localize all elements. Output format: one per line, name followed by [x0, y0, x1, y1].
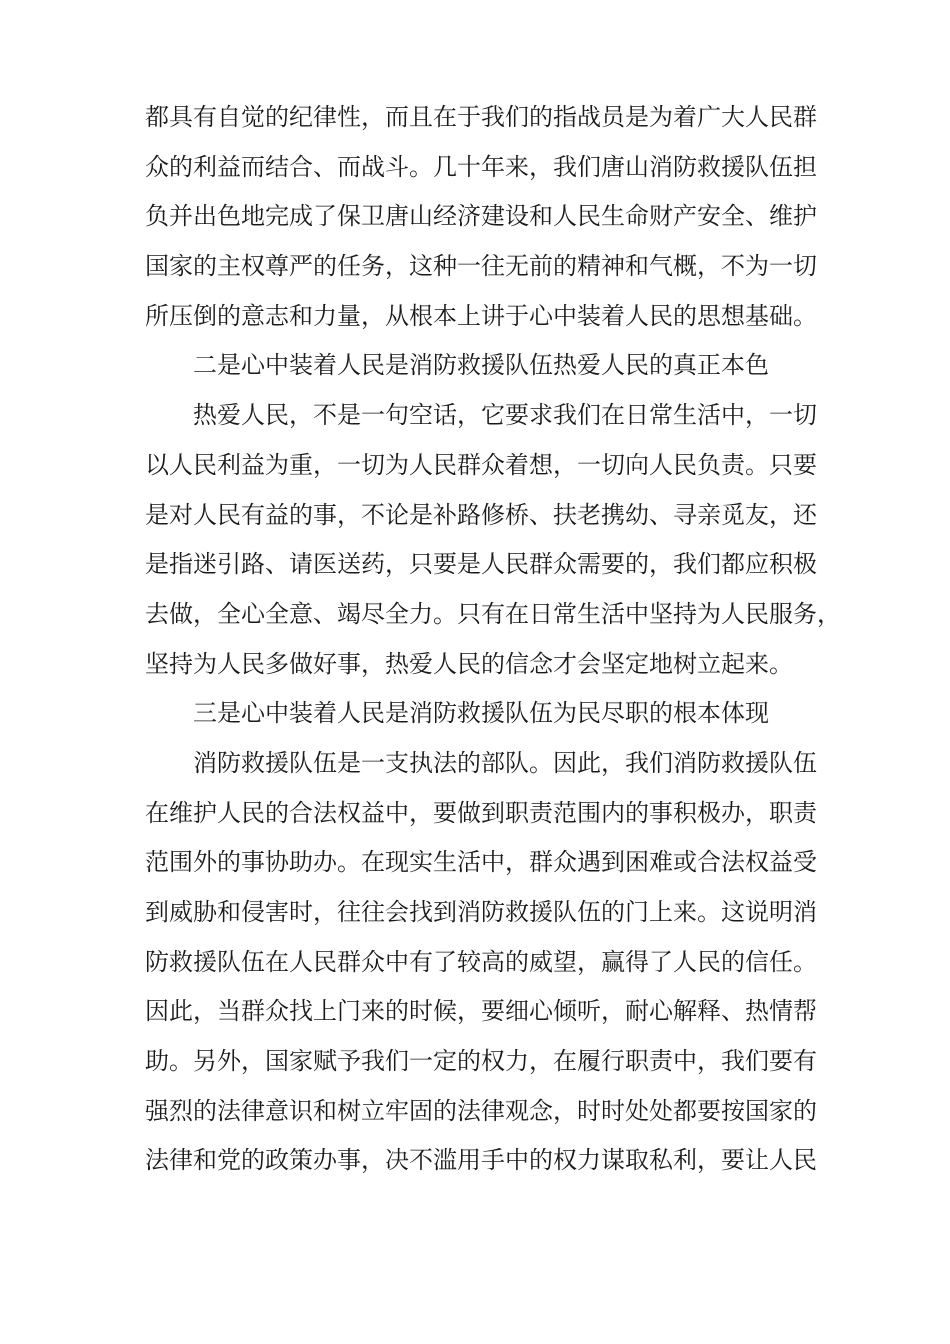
paragraph-line: 助。另外，国家赋予我们一定的权力，在履行职责中，我们要有: [145, 1047, 817, 1076]
paragraph-line: 国家的主权尊严的任务，这种一往无前的精神和气概，不为一切: [145, 252, 817, 281]
paragraph-line: 负并出色地完成了保卫唐山经济建设和人民生命财产安全、维护: [145, 202, 817, 231]
paragraph-line: 在维护人民的合法权益中，要做到职责范围内的事积极办，职责: [145, 798, 817, 827]
paragraph-line: 以人民利益为重，一切为人民群众着想，一切向人民负责。只要: [145, 450, 817, 479]
paragraph-line: 消防救援队伍是一支执法的部队。因此，我们消防救援队伍: [193, 748, 817, 777]
section-heading: 三是心中装着人民是消防救援队伍为民尽职的根本体现: [193, 699, 769, 728]
paragraph-line: 都具有自觉的纪律性，而且在于我们的指战员是为着广大人民群: [145, 103, 817, 131]
paragraph-line: 强烈的法律意识和树立牢固的法律观念，时时处处都要按国家的: [145, 1096, 817, 1125]
paragraph-line: 是指迷引路、请医送药，只要是人民群众需要的，我们都应积极: [145, 550, 817, 579]
paragraph-line: 热爱人民，不是一句空话，它要求我们在日常生活中，一切: [193, 401, 817, 430]
paragraph-line: 所压倒的意志和力量，从根本上讲于心中装着人民的思想基础。: [145, 301, 817, 330]
paragraph-line: 防救援队伍在人民群众中有了较高的威望，赢得了人民的信任。: [145, 947, 817, 976]
paragraph-line: 坚持为人民多做好事，热爱人民的信念才会坚定地树立起来。: [145, 649, 793, 678]
paragraph-line: 众的利益而结合、而战斗。几十年来，我们唐山消防救援队伍担: [145, 152, 817, 181]
paragraph-line: 范围外的事协助办。在现实生活中，群众遇到困难或合法权益受: [145, 848, 817, 877]
paragraph-line: 因此，当群众找上门来的时候，要细心倾听，耐心解释、热情帮: [145, 997, 817, 1026]
paragraph-line: 到威胁和侵害时，往往会找到消防救援队伍的门上来。这说明消: [145, 898, 817, 926]
section-heading: 二是心中装着人民是消防救援队伍热爱人民的真正本色: [193, 351, 769, 380]
paragraph-line: 是对人民有益的事，不论是补路修桥、扶老携幼、寻亲觅友，还: [145, 500, 817, 529]
document-body: [145, 93, 841, 1186]
paragraph-line: 法律和党的政策办事，决不滥用手中的权力谋取私利，要让人民: [145, 1146, 817, 1175]
paragraph-line: 去做，全心全意、竭尽全力。只有在日常生活中坚持为人民服务，: [145, 599, 841, 628]
